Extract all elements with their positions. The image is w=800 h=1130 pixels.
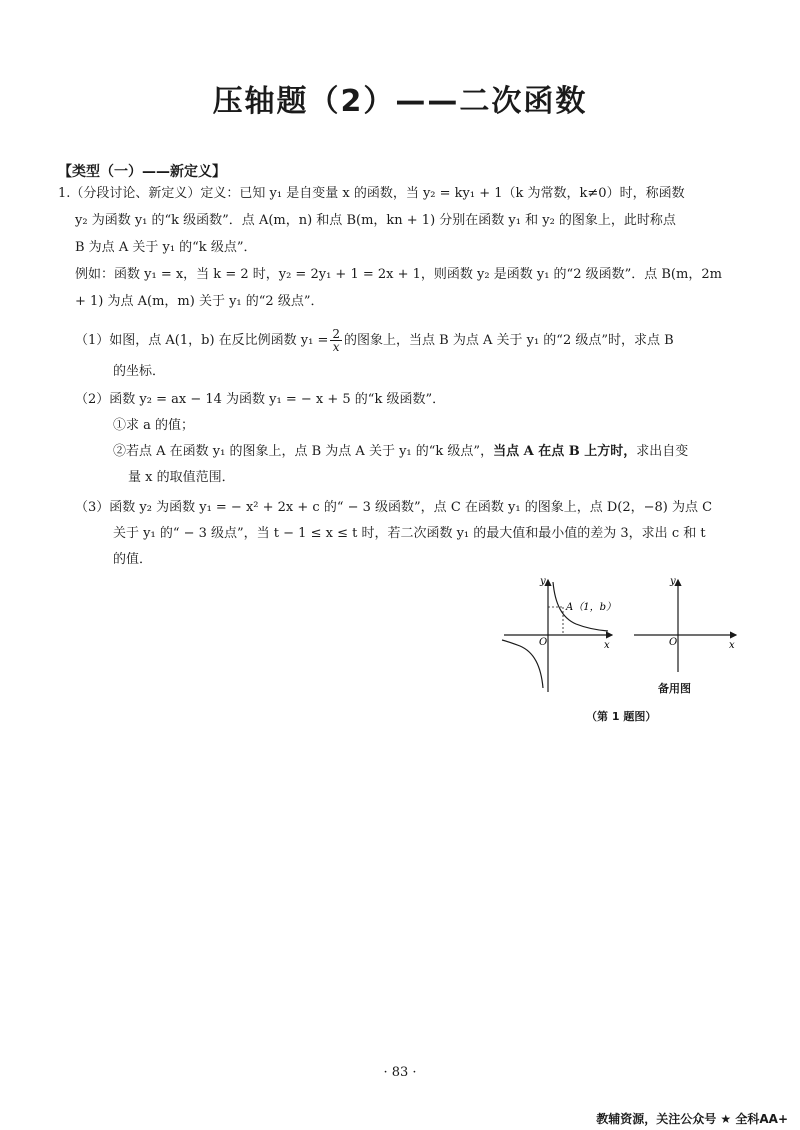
page-number: · 83 · [383, 1065, 417, 1080]
question-3: （3）函数 y₂ 为函数 y₁ = − x² + 2x + c 的“ − 3 级函数”，点 C 在函数 y₁ 的图象上，点 D(2，−8) 为点 C [75, 500, 713, 515]
fraction-2-over-x [330, 328, 342, 353]
intro-line-1: 1.（分段讨论、新定义）定义：已知 y₁ 是自变量 x 的函数，当 y₂ = ky₁ + 1（k 为常数，k≠0）时，称函数 [58, 186, 685, 201]
question-1 [75, 328, 674, 353]
point-a-label: A（1，b） [566, 602, 616, 613]
fraction-denominator: x [332, 340, 340, 354]
section-heading: 【类型（一）——新定义】 [58, 164, 226, 180]
question-3-line-2: 关于 y₁ 的“ − 3 级点”，当 t − 1 ≤ x ≤ t 时，若二次函数 y₁ 的最大值和最小值的差为 3，求出 c 和 t [113, 526, 706, 541]
question-1-text-a: （1）如图，点 A(1，b) 在反比例函数 y₁ = [75, 333, 329, 348]
intro-line-3: B 为点 A 关于 y₁ 的“k 级点”． [75, 240, 257, 255]
page-title: 压轴题（2）——二次函数 [212, 84, 588, 119]
x-axis-label: x [729, 640, 735, 651]
y-axis-label: y [670, 576, 676, 587]
x-axis-label: x [604, 640, 610, 651]
question-1-text-b: 的图象上，当点 B 为点 A 关于 y₁ 的“2 级点”时，求点 B [344, 333, 674, 348]
origin-label: O [669, 637, 678, 648]
question-2-part-2-emphasis: 当点 A 在点 B 上方时， [493, 444, 637, 459]
example-line-2: + 1) 为点 A(m，m) 关于 y₁ 的“2 级点”． [75, 294, 324, 309]
question-2-part-2 [113, 444, 688, 460]
fraction-numerator: 2 [332, 327, 341, 341]
question-2-part-1: ①求 a 的值； [113, 418, 195, 433]
question-2-part-2-text-c: 求出自变 [636, 444, 689, 459]
y-axis-label: y [540, 576, 546, 587]
question-1-line-2: 的坐标． [113, 364, 166, 379]
spare-axes-figure [632, 574, 740, 674]
intro-line-2: y₂ 为函数 y₁ 的“k 级函数”．点 A(m，n) 和点 B(m，kn + 1) 分别在函数 y₁ 和 y₂ 的图象上，此时称点 [75, 213, 676, 228]
hyperbola-figure [500, 574, 618, 694]
figure-caption: （第 1 题图） [586, 710, 657, 723]
question-3-line-3: 的值． [113, 552, 153, 567]
spare-figure-caption: 备用图 [658, 682, 691, 695]
footer-note: 教辅资源，关注公众号 ★ 全科AA+ [596, 1112, 788, 1126]
question-2-part-2-line-2: 量 x 的取值范围． [128, 470, 235, 485]
question-2-part-2-text-a: ②若点 A 在函数 y₁ 的图象上，点 B 为点 A 关于 y₁ 的“k 级点”， [113, 444, 494, 459]
origin-label: O [539, 637, 548, 648]
question-2: （2）函数 y₂ = ax − 14 为函数 y₁ = − x + 5 的“k 级函数”． [75, 392, 446, 407]
example-line-1: 例如：函数 y₁ = x，当 k = 2 时，y₂ = 2y₁ + 1 = 2x + 1，则函数 y₂ 是函数 y₁ 的“2 级函数”．点 B(m，2m [75, 267, 722, 282]
hyperbola-branch-2 [502, 640, 543, 688]
